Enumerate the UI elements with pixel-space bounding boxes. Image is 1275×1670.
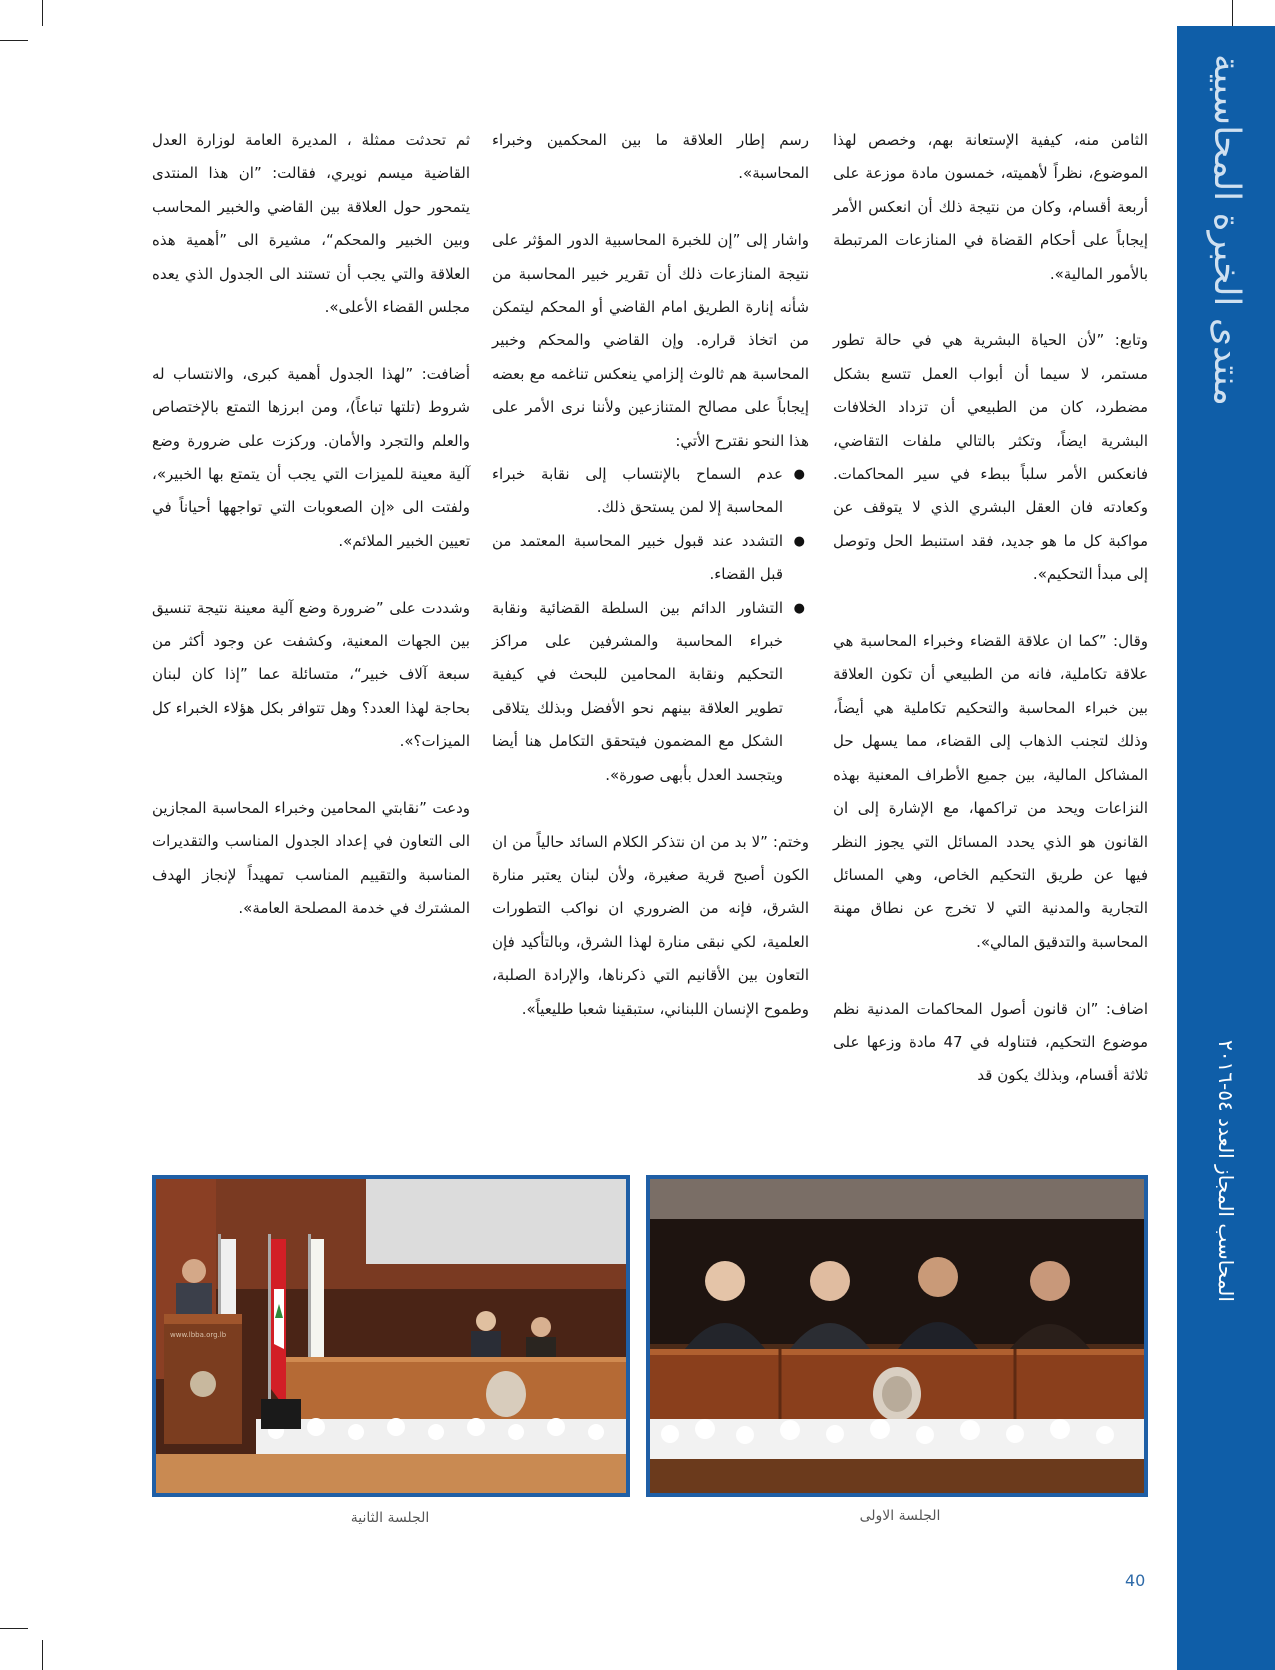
paragraph: رسم إطار العلاقة ما بين المحكمين وخبراء المحاسبة». (492, 131, 809, 183)
text-column-right (833, 124, 1148, 1093)
panel-scene-image (650, 1179, 1144, 1493)
list-item: ● عدم السماح بالإنتساب إلى نقابة خبراء المحاسبة إلا لمن يستحق ذلك. (492, 458, 809, 525)
text-column-left (152, 124, 470, 926)
crop-mark (1232, 0, 1233, 26)
crop-mark (42, 0, 43, 26)
crop-mark (0, 40, 28, 41)
photo-caption-second: الجلسة الثانية (350, 1510, 430, 1526)
list-item: ● التشاور الدائم بين السلطة القضائية ونقابة خبراء المحاسبة والمشرفين على مراكز التحكيم ونقابة المحامين للبحث في كيفية تطوير العلاقة بينهم نحو الأفضل وبذلك يتلاقى الشكل مع المضمون فيتحقق التكامل هنا أيضا ويتجسد العدل بأبهى صورة». (492, 592, 809, 792)
crop-mark (42, 1640, 43, 1670)
page-number: 40 (1125, 1571, 1146, 1590)
paragraph: واشار إلى ”إن للخبرة المحاسبية الدور المؤثر على نتيجة المنازعات ذلك أن تقرير خبير المحاسبة من شأنه إنارة الطريق امام القاضي أو المحكم ليتمكن من اتخاذ قراره. وإن القاضي والمحكم وخبير المحاسبة هم ثالوث إلزامي ينعكس تناغمه مع بعضه إيجاباً على مصالح المتنازعين ولأننا نرى الأمر على هذا النحو نقترح الأتي: (492, 231, 809, 450)
podium-url: www.lbba.org.lb (170, 1331, 227, 1339)
photo-caption-first: الجلسة الاولى (859, 1508, 941, 1524)
crop-mark (0, 1628, 28, 1629)
photo-first-session (646, 1175, 1148, 1497)
podium (164, 1314, 242, 1444)
paragraph: وقال: ”كما ان علاقة القضاء وخبراء المحاسبة هي علاقة تكاملية، فانه من الطبيعي أن تكون العلاقة بين خبراء المحاسبة والتحكيم تكاملية هي أيضاً، وذلك لتجنب الذهاب إلى القضاء، مما يسهل حل المشاكل المالية، بين جميع الأطراف المعنية بهذه النزاعات ويحد من تراكمها، مع الإشارة إلى ان القانون هو الذي يحدد المسائل التي يجوز النظر فيها عن طريق التحكيم الخاص، وهي المسائل التجارية والمدنية التي لا تخرج عن نطاق مهنة المحاسبة والتدقيق المالي». (833, 632, 1148, 951)
paragraph: أضافت: ”لهذا الجدول أهمية كبرى، والانتساب له شروط (تلتها تباعاً)، ومن ابرزها التمتع بالإختصاص والعلم والتجرد والأمان. وركزت على ضرورة وضع آلية معينة للميزات التي يجب أن يتمتع بها الخبير»، ولفتت الى «إن الصعوبات التي تواجهها أحياناً في تعيين الخبير الملائم». (152, 364, 470, 550)
text-column-middle (492, 124, 809, 1026)
paragraph: ودعت ”نقابتي المحامين وخبراء المحاسبة المجازين الى التعاون في إعداد الجدول المناسب والتقديرات المناسبة والتقييم المناسب تمهيداً لإنجاز الهدف المشترك في خدمة المصلحة العامة». (152, 799, 470, 918)
lebanese-flag-icon (268, 1234, 286, 1409)
podium-scene-image (156, 1179, 626, 1493)
paragraph: الثامن منه، كيفية الإستعانة بهم، وخصص لهذا الموضوع، نظراً لأهميته، خمسون مادة موزعة على أربعة أقسام، وكان من نتيجة ذلك أن انعكس الأمر إيجاباً على أحكام القضاة في المنازعات المرتبطة بالأمور المالية». (833, 131, 1148, 283)
emblem-icon (873, 1367, 921, 1421)
list-item: ● التشدد عند قبول خبير المحاسبة المعتمد من قبل القضاء. (492, 525, 809, 592)
paragraph: اضاف: ”ان قانون أصول المحاكمات المدنية نظم موضوع التحكيم، فتناوله في 47 مادة وزعها على ثلاثة أقسام، وبذلك يكون قد (833, 999, 1148, 1085)
paragraph: ثم تحدثت ممثلة ، المديرة العامة لوزارة العدل القاضية ميسم نويري، فقالت: ”ان هذا المنتدى يتمحور حول العلاقة بين القاضي والخبير المحاسب وبين الخبير والمحكم“، مشيرة الى ”أهمية هذه العلاقة والتي يجب أن تستند الى الجدول الذي يعده مجلس القضاء الأعلى». (152, 131, 470, 317)
paragraph: وتابع: ”لأن الحياة البشرية هي في حالة تطور مستمر، لا سيما أن أبواب العمل تتسع بشكل مضطرد، كان من الطبيعي أن تزداد الخلافات البشرية ايضاً، وتكثر بالتالي ملفات التقاضي، فانعكس الأمر سلباً ببطء في سير المحاكمات. وكعادته فان العقل البشري الذي لا يتوقف عن مواكبة كل ما هو جديد، فقد استنبط الحل وتوصل إلى مبدأ التحكيم». (833, 331, 1148, 584)
photo-second-session (152, 1175, 630, 1497)
magazine-footer: المحاسب المجاز العدد ٥٤-٢٠١٦ (1214, 1040, 1238, 1302)
paragraph: وختم: ”لا بد من ان نتذكر الكلام السائد حالياً من ان الكون أصبح قرية صغيرة، ولأن لبنان يعتبر منارة الشرق، فإنه من الضروري ان نواكب التطورات العلمية، لكي نبقى منارة لهذا الشرق، وبالتأكيد فإن التعاون بين الأقانيم التي ذكرناها، والإرادة الصلبة، وطموح الإنسان اللبناني، ستبقينا شعبا طليعياً». (492, 832, 809, 1018)
paragraph: وشددت على ”ضرورة وضع آلية معينة نتيجة تنسيق بين الجهات المعنية، وكشفت عن وجود أكثر من سبعة آلاف خبير“، متسائلة عما ”إذا كان لبنان بحاجة لهذا العدد؟ وهل تتوافر بكل هؤلاء الخبراء كل الميزات؟». (152, 598, 470, 751)
section-title: منتدى الخبرة المحاسبية (1206, 54, 1247, 406)
recommendation-list (492, 458, 809, 792)
